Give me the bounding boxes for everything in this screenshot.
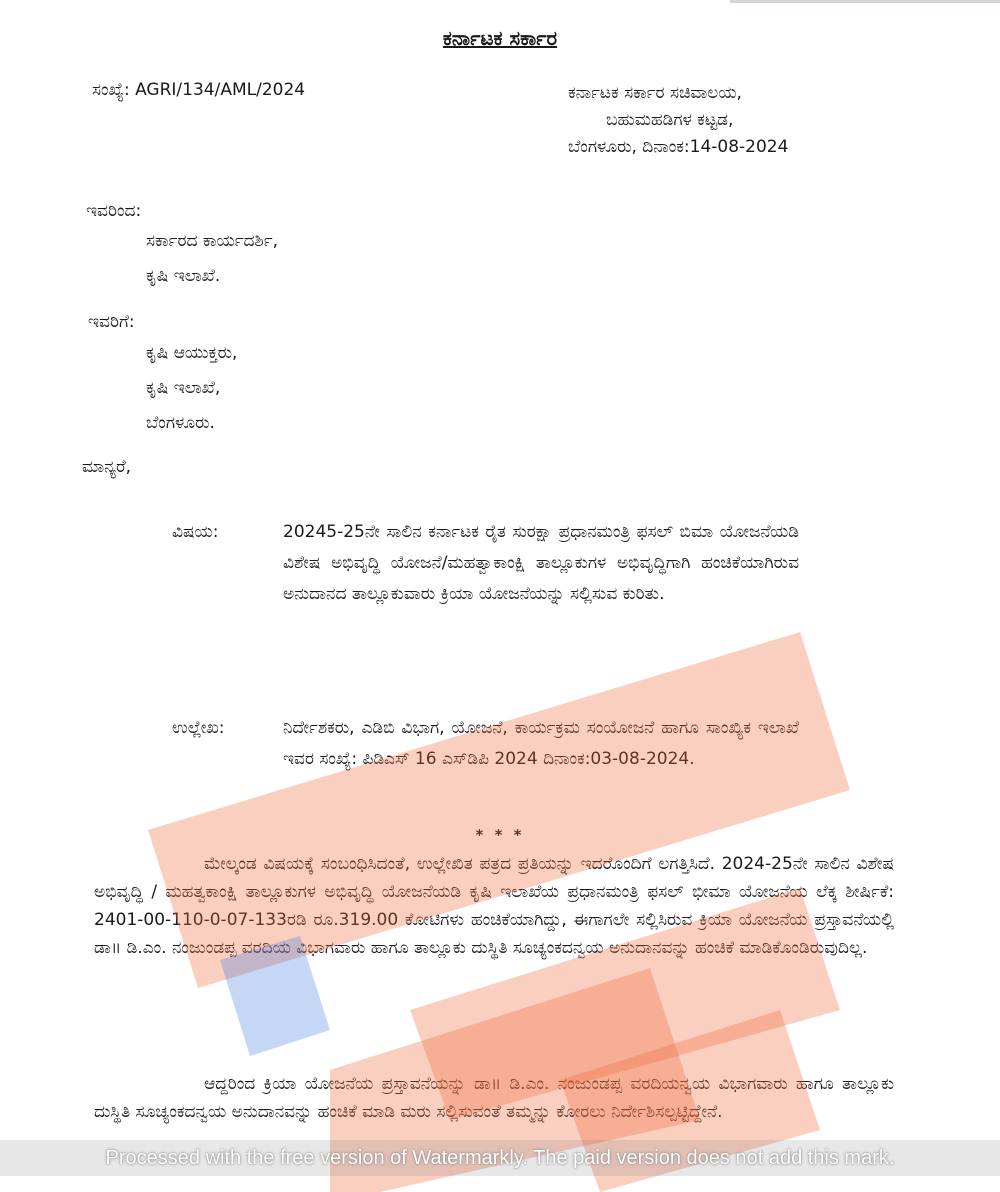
salutation: ಮಾನ್ಯರೆ, <box>82 457 132 477</box>
reference-text: ನಿರ್ದೇಶಕರು, ಎಡಿಬಿ ವಿಭಾಗ, ಯೋಜನೆ, ಕಾರ್ಯಕ್ರಮ ಸಂಯೋಜನೆ ಹಾಗೂ ಸಾಂಖ್ಯಿಕ ಇಲಾಖೆ ಇವರ ಸಂಖ್ಯೆ: ಪಿಡಿಎಸ್ 16 ಎಸ್‌ಡಿಪಿ 2024 ದಿನಾಂಕ:03-08-2024. <box>283 718 799 769</box>
from-line: ಕೃಷಿ ಇಲಾಖೆ. <box>146 266 221 286</box>
subject-text: 20245-25ನೇ ಸಾಲಿನ ಕರ್ನಾಟಕ ರೈತ ಸುರಕ್ಷಾ ಪ್ರಧಾನಮಂತ್ರಿ ಫಸಲ್ ಬಿಮಾ ಯೋಜನೆಯಡಿ ವಿಶೇಷ ಅಭಿವೃದ್ಧಿ ಯೋಜನೆ/ಮಹತ್ವಾಕಾಂಕ್ಷಿ ತಾಲ್ಲೂಕುಗಳ ಅಭಿವೃದ್ಧಿಗಾಗಿ ಹಂಚಿಕೆಯಾಗಿರುವ ಅನುದಾನದ ತಾಲ್ಲೂಕುವಾರು ಕ್ರಿಯಾ ಯೋಜನೆಯನ್ನು ಸಲ್ಲಿಸುವ ಕುರಿತು. <box>283 522 799 604</box>
body-paragraph-1: ಮೇಲ್ಕಂಡ ವಿಷಯಕ್ಕೆ ಸಂಬಂಧಿಸಿದಂತೆ, ಉಲ್ಲೇಖಿತ ಪತ್ರದ ಪ್ರತಿಯನ್ನು ಇದರೊಂದಿಗೆ ಲಗತ್ತಿಸಿದೆ. 2024-25ನೇ ಸಾಲಿನ ವಿಶೇಷ ಅಭಿವೃದ್ಧಿ / ಮಹತ್ವಕಾಂಕ್ಷಿ ತಾಲ್ಲೂಕುಗಳ ಅಭಿವೃದ್ಧಿ ಯೋಜನೆಯಡಿ ಕೃಷಿ ಇಲಾಖೆಯ ಪ್ರಧಾನಮಂತ್ರಿ ಫಸಲ್ ಭೀಮಾ ಯೋಜನೆಯ ಲೆಕ್ಕ ಶೀರ್ಷಿಕೆ: 2401-00-110-0-07-133ರಡಿ ರೂ.319.00 ಕೋಟಿಗಳು ಹಂಚಿಕೆಯಾಗಿದ್ದು, ಈಗಾಗಲೇ ಸಲ್ಲಿಸಿರುವ ಕ್ರಿಯಾ ಯೋಜನೆಯ ಪ್ರಸ್ತಾವನೆಯಲ್ಲಿ ಡಾ॥ ಡಿ.ಎಂ. ನಂಜುಂಡಪ್ಪ ವರದಿಯ ವಿಭಾಗವಾರು ಹಾಗೂ ತಾಲ್ಲೂಕು ದುಸ್ಥಿತಿ ಸೂಚ್ಯಂಕದನ್ವಯ ಅನುದಾನವನ್ನು ಹಂಚಿಕೆ ಮಾಡಿಕೊಂಡಿರುವುದಿಲ್ಲ. <box>94 854 894 958</box>
to-block <box>146 336 237 441</box>
to-line: ಬೆಂಗಳೂರು. <box>146 413 215 433</box>
sender-address <box>568 80 788 161</box>
from-line: ಸರ್ಕಾರದ ಕಾರ್ಯದರ್ಶಿ, <box>146 231 279 251</box>
body-paragraph-2: ಆದ್ದರಿಂದ ಕ್ರಿಯಾ ಯೋಜನೆಯ ಪ್ರಸ್ತಾವನೆಯನ್ನು ಡಾ॥ ಡಿ.ಎಂ. ನಂಜುಂಡಪ್ಪ ವರದಿಯನ್ವಯ ವಿಭಾಗವಾರು ಹಾಗೂ ತಾಲ್ಲೂಕು ದುಸ್ಥಿತಿ ಸೂಚ್ಯಂಕದನ್ವಯ ಅನುದಾನವನ್ನು ಹಂಚಿಕೆ ಮಾಡಿ ಮರು ಸಲ್ಲಿಸುವಂತೆ ತಮ್ಮನ್ನು ಕೋರಲು ನಿರ್ದೇಶಿಸಲ್ಪಟ್ಟಿದ್ದೇನೆ. <box>94 1074 894 1122</box>
watermark-footer-text: Processed with the free version of Watermarkly. The paid version does not add this mark. <box>0 1140 1000 1176</box>
subject-label: ವಿಷಯ: <box>172 522 219 542</box>
top-edge-rule <box>730 0 1000 3</box>
address-line: ಬಹುಮಹಡಿಗಳ ಕಟ್ಟಡ, <box>606 110 734 130</box>
document-title: ಕರ್ನಾಟಕ ಸರ್ಕಾರ <box>442 26 558 50</box>
address-line-date: ಬೆಂಗಳೂರು, ದಿನಾಂಕ:14-08-2024 <box>568 137 789 157</box>
to-line: ಕೃಷಿ ಇಲಾಖೆ, <box>146 378 221 398</box>
section-separator: * * * <box>475 826 525 844</box>
address-line: ಕರ್ನಾಟಕ ಸರ್ಕಾರ ಸಚಿವಾಲಯ, <box>568 83 742 103</box>
to-label: ಇವರಿಗೆ: <box>88 312 135 332</box>
from-label: ಇವರಿಂದ: <box>86 201 142 221</box>
reference-label: ಉಲ್ಲೇಖ: <box>172 718 225 738</box>
reference-number: ಸಂಖ್ಯೆ: AGRI/134/AML/2024 <box>92 80 306 100</box>
to-line: ಕೃಷಿ ಆಯುಕ್ತರು, <box>146 343 238 363</box>
from-block <box>146 224 278 294</box>
